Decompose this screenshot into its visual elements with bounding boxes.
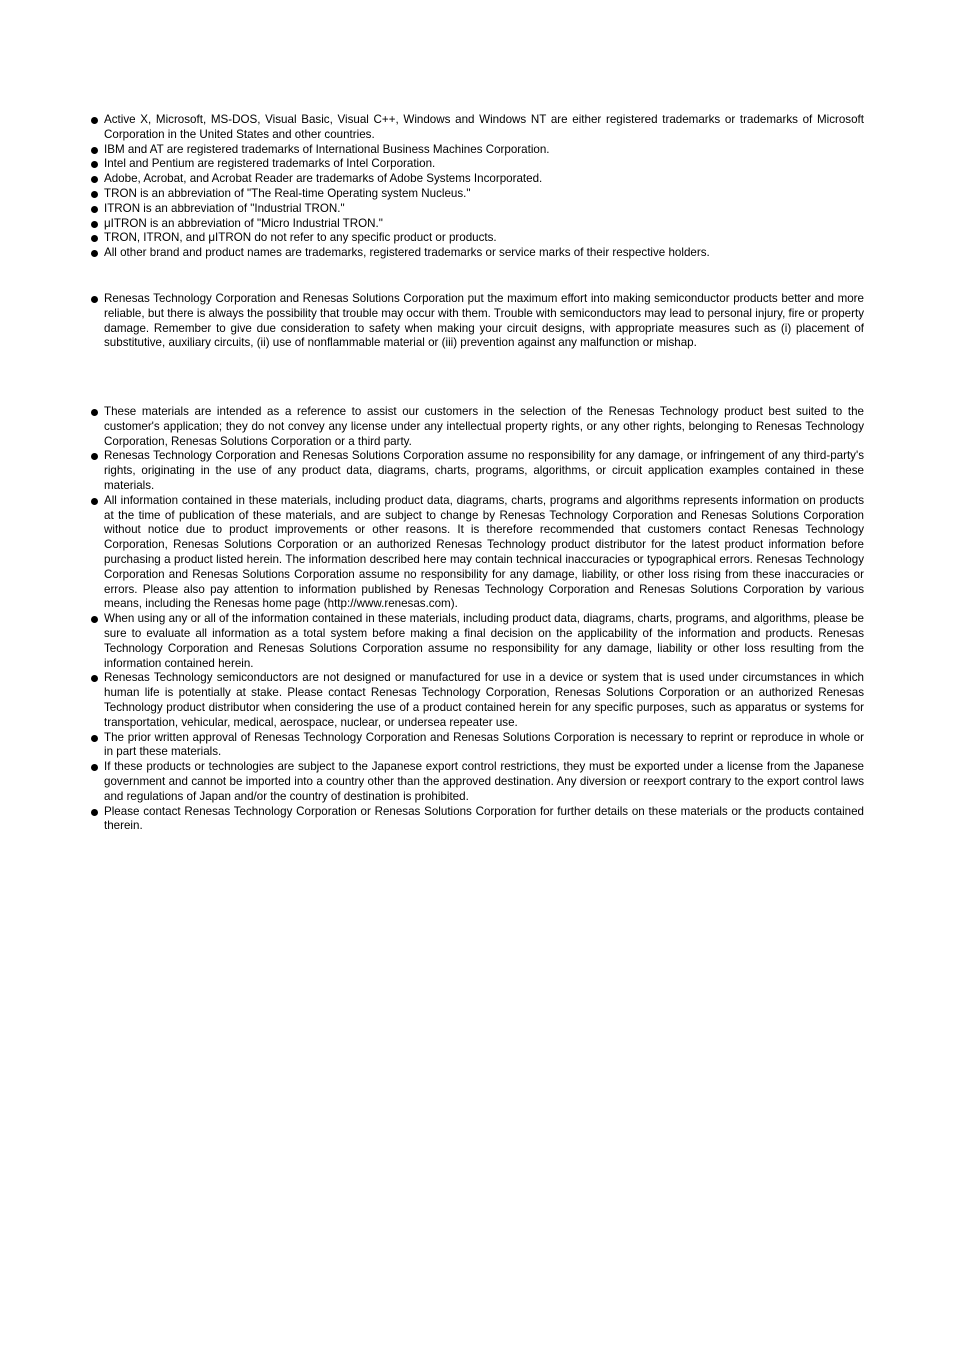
list-item — [89, 760, 864, 804]
bullet-icon — [91, 221, 98, 228]
bullet-icon — [91, 675, 98, 682]
bullet-icon — [91, 498, 98, 505]
list-item — [89, 671, 864, 730]
list-item — [89, 157, 864, 172]
list-item — [89, 731, 864, 761]
bullet-icon — [91, 147, 98, 154]
list-item — [89, 292, 864, 351]
list-item-text: All information contained in these materials, including product data, diagrams, charts, programs and algorithms represents information on products at the time of publication of these materials, and are subject to change by Renesas Technology Corporation and Renesas Solutions Corporation without notice due to product improvements or other reasons. It is therefore recommended that customers contact Renesas Technology Corporation, Renesas Solutions Corporation or an authorized Renesas Technology product distributor for the latest product information before purchasing a product listed herein. The information described here may contain technical inaccuracies or typographical errors. Renesas Technology Corporation and Renesas Solutions Corporation assume no responsibility for any damage, liability, or other loss rising from these inaccuracies or errors. Please also pay attention to information published by Renesas Technology Corporation and Renesas Solutions Corporation by various means, including the Renesas home page (http://www.renesas.com). — [104, 493, 864, 611]
list-item-text: TRON is an abbreviation of "The Real-time Operating system Nucleus." — [104, 186, 471, 200]
list-item — [89, 143, 864, 158]
trademarks-list — [89, 113, 864, 261]
list-item — [89, 202, 864, 217]
list-item-text: If these products or technologies are subject to the Japanese export control restrictions, they must be exported under a license from the Japanese government and cannot be imported into a country other than the approved destination. Any diversion or reexport contrary to the export control laws and regulations of Japan and/or the country of destination is prohibited. — [104, 760, 864, 803]
list-item — [89, 172, 864, 187]
list-item-text: Renesas Technology Corporation and Renesas Solutions Corporation put the maximum effort into making semiconductor products better and more reliable, but there is always the possibility that trouble may occur with them. Trouble with semiconductors may lead to personal injury, fire or property damage. Remember to give due consideration to safety when making your circuit designs, with appropriate measures such as (i) placement of substitutive, auxiliary circuits, (ii) use of nonflammable material or (iii) prevention against any malfunction or mishap. — [104, 292, 864, 350]
list-item — [89, 494, 864, 612]
list-item — [89, 113, 864, 143]
bullet-icon — [91, 206, 98, 213]
bullet-icon — [91, 453, 98, 460]
bullet-icon — [91, 235, 98, 242]
bullet-icon — [91, 176, 98, 183]
list-item-text: These materials are intended as a reference to assist our customers in the selection of the Renesas Technology product best suited to the customer's application; they do not convey any license under any intellectual property rights, or any other rights, belonging to Renesas Technology Corporation, Renesas Solutions Corporation or a third party. — [104, 405, 864, 448]
bullet-icon — [91, 735, 98, 742]
list-item-text: μITRON is an abbreviation of "Micro Industrial TRON." — [104, 216, 383, 230]
list-item-text: Please contact Renesas Technology Corporation or Renesas Solutions Corporation for further details on these materials or the products contained therein. — [104, 804, 864, 833]
list-item — [89, 449, 864, 493]
trademarks-section — [89, 113, 864, 261]
list-item — [89, 612, 864, 671]
list-item-text: Active X, Microsoft, MS-DOS, Visual Basic, Visual C++, Windows and Windows NT are either registered trademarks or trademarks of Microsoft Corporation in the United States and other countries. — [104, 113, 864, 141]
bullet-icon — [91, 764, 98, 771]
list-item-text: Renesas Technology semiconductors are not designed or manufactured for use in a device or system that is used under circumstances in which human life is potentially at stake. Please contact Renesas Technology Corporation, Renesas Solutions Corporation or an authorized Renesas Technology product distributor when considering the use of a product contained herein for any specific purposes, such as apparatus or systems for transportation, vehicular, medical, aerospace, nuclear, or undersea repeater use. — [104, 671, 864, 729]
list-item-text: IBM and AT are registered trademarks of International Business Machines Corporation. — [104, 142, 550, 156]
list-item-text: Adobe, Acrobat, and Acrobat Reader are trademarks of Adobe Systems Incorporated. — [104, 172, 543, 186]
notes-list — [89, 405, 864, 834]
list-item-text: All other brand and product names are trademarks, registered trademarks or service marks of their respective holders. — [104, 246, 710, 260]
bullet-icon — [91, 296, 98, 303]
list-item-text: Renesas Technology Corporation and Renesas Solutions Corporation assume no responsibility for any damage, or infringement of any third-party's rights, originating in the use of any product data, diagrams, charts, programs, algorithms, or circuit application examples contained in these materials. — [104, 449, 864, 492]
list-item — [89, 217, 864, 232]
bullet-icon — [91, 409, 98, 416]
list-item-text: TRON, ITRON, and μITRON do not refer to any specific product or products. — [104, 231, 497, 245]
list-item — [89, 246, 864, 261]
list-item-text: Intel and Pentium are registered trademarks of Intel Corporation. — [104, 157, 436, 171]
list-item-text: ITRON is an abbreviation of "Industrial TRON." — [104, 201, 345, 215]
bullet-icon — [91, 250, 98, 257]
safety-section — [89, 292, 864, 351]
list-item — [89, 405, 864, 449]
bullet-icon — [91, 616, 98, 623]
list-item-text: The prior written approval of Renesas Technology Corporation and Renesas Solutions Corporation is necessary to reprint or reproduce in whole or in part these materials. — [104, 730, 864, 759]
bullet-icon — [91, 809, 98, 816]
list-item — [89, 231, 864, 246]
safety-list — [89, 292, 864, 351]
list-item-text: When using any or all of the information contained in these materials, including product data, diagrams, charts, programs, and algorithms, please be sure to evaluate all information as a total system before making a final decision on the applicability of the information and products. Renesas Technology Corporation and Renesas Solutions Corporation assume no responsibility for any damage, liability or other loss resulting from the information contained herein. — [104, 612, 864, 670]
bullet-icon — [91, 191, 98, 198]
list-item — [89, 187, 864, 202]
bullet-icon — [91, 117, 98, 124]
bullet-icon — [91, 161, 98, 168]
notes-section — [89, 405, 864, 834]
list-item — [89, 805, 864, 835]
